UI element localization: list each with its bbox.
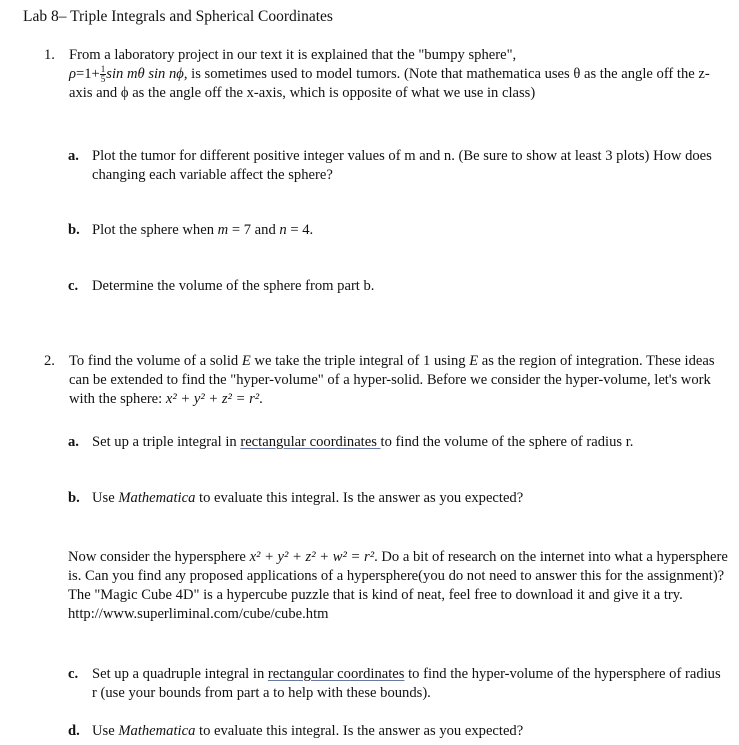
formula-sin: sin mθ sin nϕ (106, 66, 184, 82)
hypersphere-paragraph: Now consider the hypersphere x² + y² + z² + w² = r². Do a bit of research on the internet into what a hypersphere is. Can you find any proposed applications of a hypersphere(you do not need to answer this for the assignment)? The "Magic Cube 4D" is a hypercube puzzle that is kind of neat, feel free to download it and give it a try. http://www.superliminal.com/cube/cube.htm (68, 549, 728, 622)
rectangular-coordinates-link[interactable]: rectangular coordinates (267, 666, 405, 682)
magic-cube-url[interactable]: http://www.superliminal.com/cube/cube.htm (68, 606, 329, 622)
part-1b: b. Plot the sphere when m = 7 and n = 4. (68, 222, 314, 238)
part-1c: c. Determine the volume of the sphere from part b. (68, 278, 375, 294)
part-2b: b. Use Mathematica to evaluate this integral. Is the answer as you expected? (68, 490, 524, 506)
part-1a: a. Plot the tumor for different positive integer values of m and n. (Be sure to show at least 3 plots) How does changing each variable affect the sphere? (68, 148, 712, 183)
question-text: To find the volume of a solid E we take the triple integral of 1 using E as the region of integration. These ideas can be extended to find the "hyper-volume" of a hyper-solid. Before we consider the hyper-volume, let's work with the sphere: x² + y² + z² = r². (69, 353, 715, 407)
question-text: From a laboratory project in our text it is explained that the "bumpy sphere", ρ=1+ $\frac{1}{5}$ sin mθ sin nϕ, is sometimes used to model tumors. (Note that mathematica uses θ as the angle off the z-axis and ϕ as the angle off the x-axis, which is opposite of what we use in class) (69, 47, 710, 102)
question-1 (44, 46, 724, 103)
part-2c: c. Set up a quadruple integral in rectangular coordinates to find the hyper-volume of the hypersphere of radius r (use your bounds from part a to help with these bounds). (68, 666, 721, 701)
page-title: Lab 8– Triple Integrals and Spherical Coordinates (23, 8, 333, 25)
fraction: $\frac{1}{5}$ (100, 64, 106, 85)
hypersphere-equation: x² + y² + z² + w² = r² (249, 549, 375, 565)
part-2d: d. Use Mathematica to evaluate this integral. Is the answer as you expected? (68, 723, 524, 739)
question-number: 1. (44, 47, 55, 63)
formula-rho: ρ (69, 66, 77, 82)
part-2a: a. Set up a triple integral in rectangular coordinates to find the volume of the sphere of radius r. (68, 434, 634, 450)
rectangular-coordinates-link[interactable]: rectangular coordinates (240, 434, 381, 450)
question-2 (44, 352, 724, 409)
sphere-equation: x² + y² + z² = r² (165, 391, 260, 407)
question-number: 2. (44, 353, 55, 369)
